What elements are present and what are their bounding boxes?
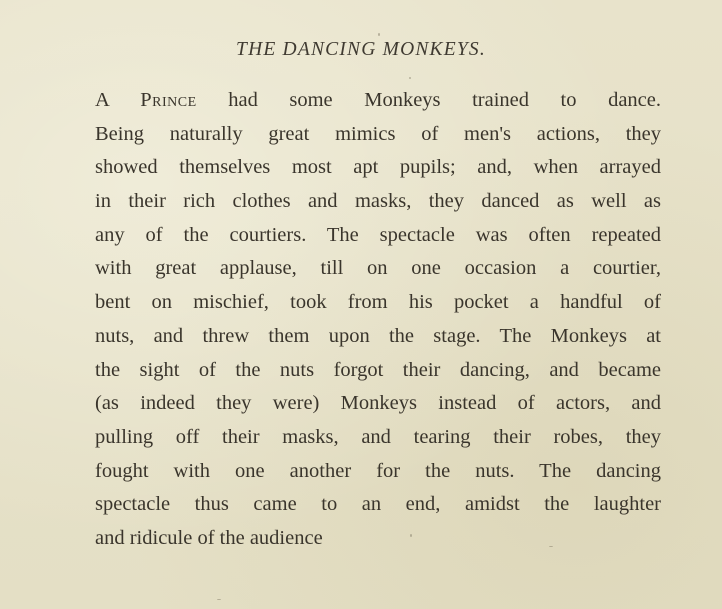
text-line-2: Being naturally great mimics of men's actions, they xyxy=(95,122,661,145)
text-line-12: fought with one another for the nuts. The dancing xyxy=(95,459,661,482)
first-line-rest: had some Monkeys trained to dance. xyxy=(228,89,661,111)
text-line-3: showed themselves most apt pupils; and, when arrayed xyxy=(95,156,661,179)
page-title: THE DANCING MONKEYS. xyxy=(236,39,486,60)
text-line-11: pulling off their masks, and tearing their robes, they xyxy=(95,425,661,448)
text-line-1 xyxy=(95,84,661,118)
first-word-smallcaps: Prince xyxy=(140,89,197,111)
paper-speck xyxy=(549,546,553,547)
paper-speck xyxy=(217,599,221,600)
text-line-10: (as indeed they were) Monkeys instead of actors, and xyxy=(95,392,661,415)
text-line-6: with great applause, till on one occasion a courtier, xyxy=(95,257,661,280)
text-line-4: in their rich clothes and masks, they danced as well as xyxy=(95,190,661,213)
paper-speck xyxy=(378,33,380,36)
fable-paragraph xyxy=(95,84,661,556)
text-line-14: and ridicule of the audience xyxy=(95,526,323,549)
first-word: A xyxy=(95,89,109,111)
paper-speck xyxy=(409,77,411,79)
text-line-7: bent on mischief, took from his pocket a handful of xyxy=(95,291,661,314)
text-line-13: spectacle thus came to an end, amidst the laughter xyxy=(95,493,661,516)
paper-speck xyxy=(410,534,412,537)
text-line-8: nuts, and threw them upon the stage. The Monkeys at xyxy=(95,324,661,347)
text-line-5: any of the courtiers. The spectacle was often repeated xyxy=(95,223,661,246)
text-line-9: the sight of the nuts forgot their dancing, and became xyxy=(95,358,661,381)
